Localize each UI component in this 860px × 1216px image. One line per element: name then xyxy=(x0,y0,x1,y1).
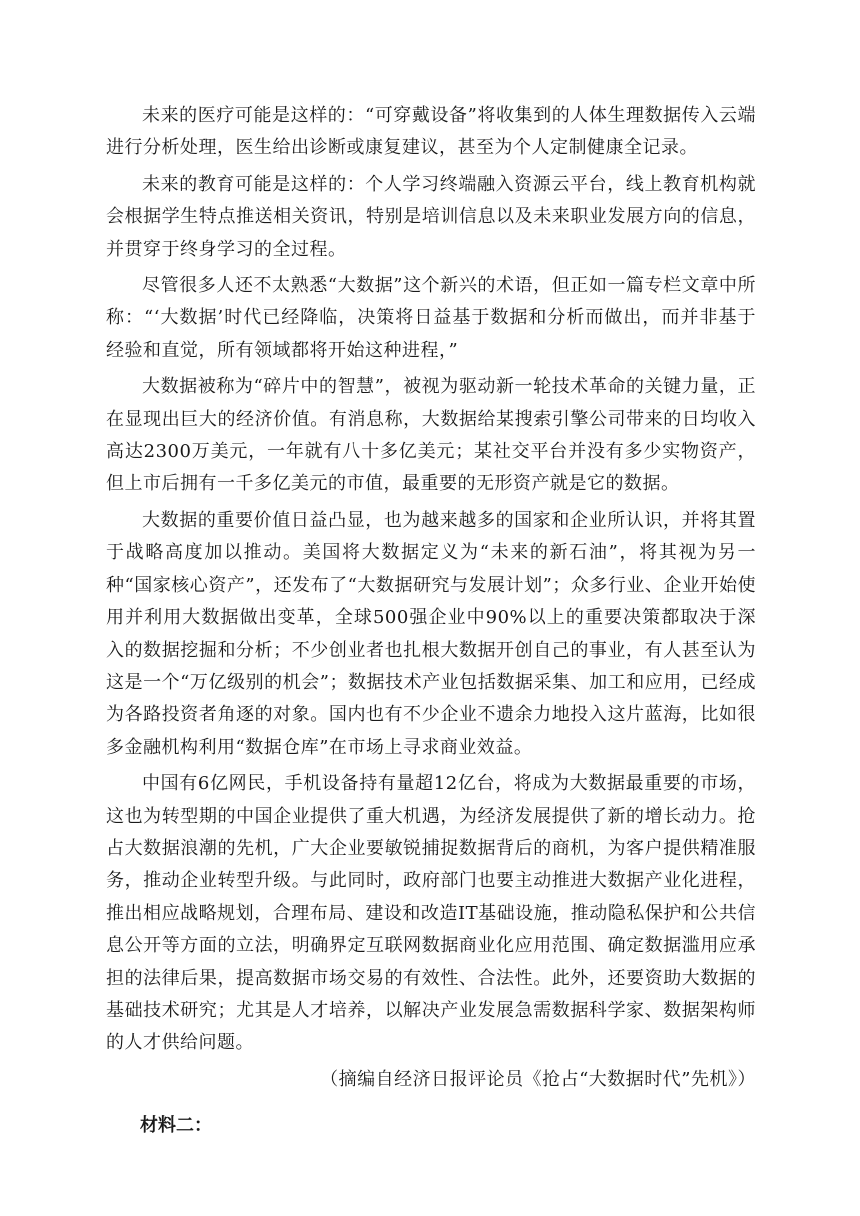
paragraph-economic-value: 大数据被称为“碎片中的智慧”，被视为驱动新一轮技术革命的关键力量，正在显现出巨大的经济价值。有消息称，大数据给某搜索引擎公司带来的日均收入高达2300万美元，一年就有八十多亿美元；某社交平台并没有多少实物资产，但上市后拥有一千多亿美元的市值，最重要的无形资产就是它的数据。 xyxy=(106,376,756,495)
document-page xyxy=(106,100,756,1142)
paragraph-education: 未来的教育可能是这样的：个人学习终端融入资源云平台，线上教育机构就会根据学生特点推送相关资讯，特别是培训信息以及未来职业发展方向的信息，并贯穿于终身学习的全过程。 xyxy=(106,173,756,260)
paragraph-big-data-term: 尽管很多人还不太熟悉“大数据”这个新兴的术语，但正如一篇专栏文章中所称：“‘大数据’时代已经降临，决策将日益基于数据和分析而做出，而并非基于经验和直觉，所有领域都将开始这种进程，” xyxy=(106,275,756,361)
paragraph-strategic-value: 大数据的重要价值日益凸显，也为越来越多的国家和企业所认识，并将其置于战略高度加以推动。美国将大数据定义为“未来的新石油”，将其视为另一种“国家核心资产”，还发布了“大数据研究与发展计划”；众多行业、企业开始使用并利用大数据做出变革，全球500强企业中90%以上的重要决策都取决于深入的数据挖掘和分析；不少创业者也扎根大数据开创自己的事业，有人甚至认为这是一个“万亿级别的机会”；数据技术产业包括数据采集、加工和应用，已经成为各路投资者角逐的对象。国内也有不少企业不遗余力地投入这片蓝海，比如很多金融机构利用“数据仓库”在市场上寻求商业效益。 xyxy=(106,509,756,758)
paragraph-medical: 未来的医疗可能是这样的：“可穿戴设备”将收集到的人体生理数据传入云端进行分析处理，医生给出诊断或康复建议，甚至为个人定制健康全记录。 xyxy=(106,105,756,159)
source-citation: （摘编自经济日报评论员《抢占“大数据时代”先机》） xyxy=(320,1068,756,1090)
section-label: 材料二： xyxy=(140,1115,212,1137)
paragraph-china-market: 中国有6亿网民，手机设备持有量超12亿台，将成为大数据最重要的市场，这也为转型期的中国企业提供了重大机遇，为经济发展提供了新的增长动力。抢占大数据浪潮的先机，广大企业要敏锐捕捉数据背后的商机，为客户提供精准服务，推动企业转型升级。与此同时，政府部门也要主动推进大数据产业化进程，推出相应战略规划，合理布局、建设和改造IT基础设施，推动隐私保护和公共信息公开等方面的立法，明确界定互联网数据商业化应用范围、确定数据滥用应承担的法律后果，提高数据市场交易的有效性、合法性。此外，还要资助大数据的基础技术研究；尤其是人才培养，以解决产业发展急需数据科学家、数据架构师的人才供给问题。 xyxy=(106,773,756,1054)
